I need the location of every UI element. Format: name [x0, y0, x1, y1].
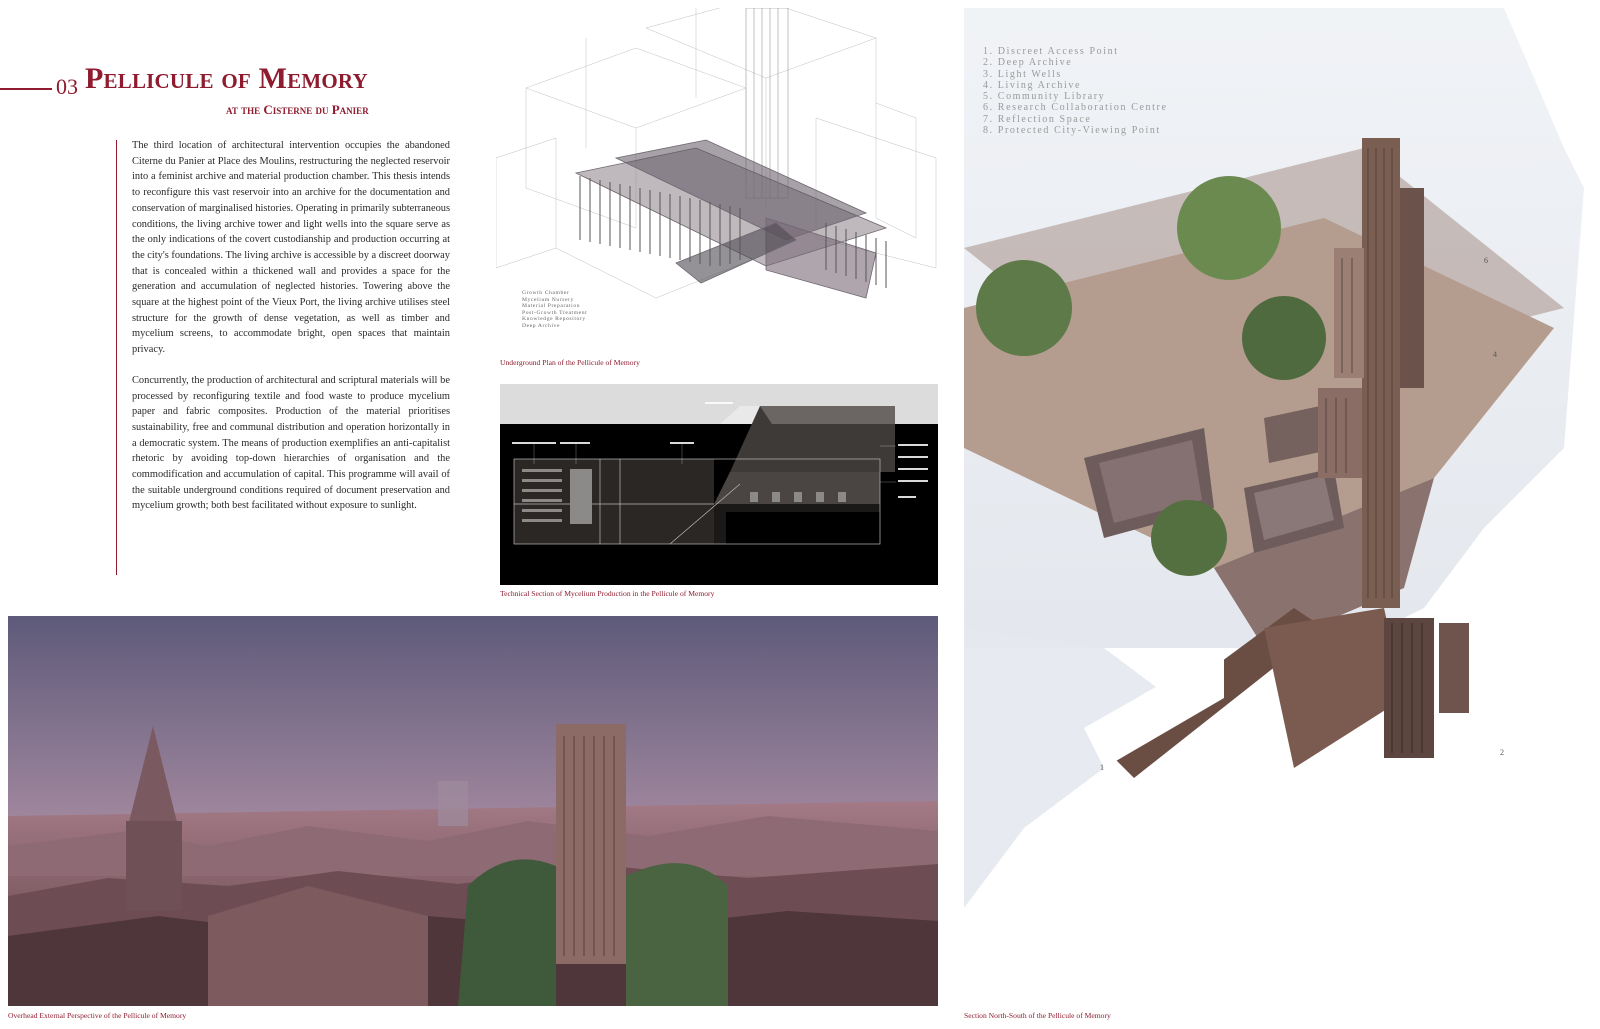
- page-subtitle: at the Cisterne du Panier: [226, 102, 369, 117]
- legend-item: 6. Research Collaboration Centre: [983, 102, 1168, 114]
- legend-item: 4. Living Archive: [983, 79, 1082, 91]
- technical-section-drawing: [500, 384, 938, 585]
- section-number: 03: [56, 74, 78, 99]
- body-rule: [116, 140, 117, 575]
- page-title: Pellicule of Memory: [85, 62, 368, 95]
- title-rule: [0, 88, 52, 90]
- plan-legend-item: Deep Archive: [522, 322, 561, 329]
- plan-legend-item: Mycelium Nursery: [522, 296, 575, 303]
- marker-label: 4: [1493, 350, 1497, 359]
- iso-caption: Section North-South of the Pellicule of Memory: [964, 1011, 1111, 1020]
- plan-legend-item: Material Preparation: [522, 303, 581, 309]
- legend-item: 7. Reflection Space: [983, 113, 1092, 125]
- plan-legend-item: Knowledge Repository: [522, 316, 586, 322]
- legend-item: 3. Light Wells: [983, 68, 1062, 80]
- iso-legend: [983, 46, 1168, 136]
- plan-legend: [522, 290, 587, 329]
- paragraph: Concurrently, the production of architectural and scriptural materials will be processed by reconfiguring textile and food waste to produce mycelium paper and fabric composites. Production of the material prioritises sustainability, free and communal distribution and operation horizontally in a democratic system. The means of production exemplifies an anti-capitalist rhetoric by avoiding top-down hierarchies of organisation and the commodification and accumulation of capital. This programme will avail of the suitable underground conditions required of document preservation and mycelium growth; both best facilitated without exposure to sunlight.: [132, 374, 450, 512]
- external-perspective-image: [8, 616, 938, 1006]
- legend-item: 1. Discreet Access Point: [983, 46, 1119, 57]
- paragraph: The third location of architectural intervention occupies the abandoned Citerne du Panier at Place des Moulins, restructuring the neglected reservoir into a feminist archive and material production chamber. This thesis intends to reconfigure this vast reservoir into an archive for the documentation and conservation of marginalised histories. Operating in primarily subterraneous conditions, the living archive tower and light wells into the square serve as the only indications of the covert custodianship and production occurring at the city's foundations. The living archive is accessible by a discreet doorway that is concealed within a thickened wall and provides a space for the generation and accumulation of neglected histories. Towering above the square at the highest point of the Vieux Port, the living archive utilises steel structure for the growth of dense vegetation, as well as timber and mycelium screens, to accommodate bright, open spaces that maintain privacy.: [132, 140, 450, 356]
- body-text: [132, 138, 450, 529]
- section-caption: Technical Section of Mycelium Production in the Pellicule of Memory: [500, 589, 715, 598]
- perspective-caption: Overhead External Perspective of the Pellicule of Memory: [8, 1011, 187, 1020]
- legend-item: 2. Deep Archive: [983, 57, 1073, 69]
- plan-legend-item: Growth Chamber: [522, 290, 570, 296]
- plan-caption: Underground Plan of the Pellicule of Memory: [500, 358, 640, 367]
- legend-item: 5. Community Library: [983, 91, 1106, 103]
- plan-legend-item: Post-Growth Treatment: [522, 309, 588, 316]
- isometric-section-drawing: [964, 8, 1600, 938]
- marker-label: 2: [1500, 748, 1504, 757]
- marker-label: 1: [1100, 763, 1104, 772]
- marker-label: 6: [1484, 256, 1488, 265]
- legend-item: 8. Protected City-Viewing Point: [983, 125, 1161, 137]
